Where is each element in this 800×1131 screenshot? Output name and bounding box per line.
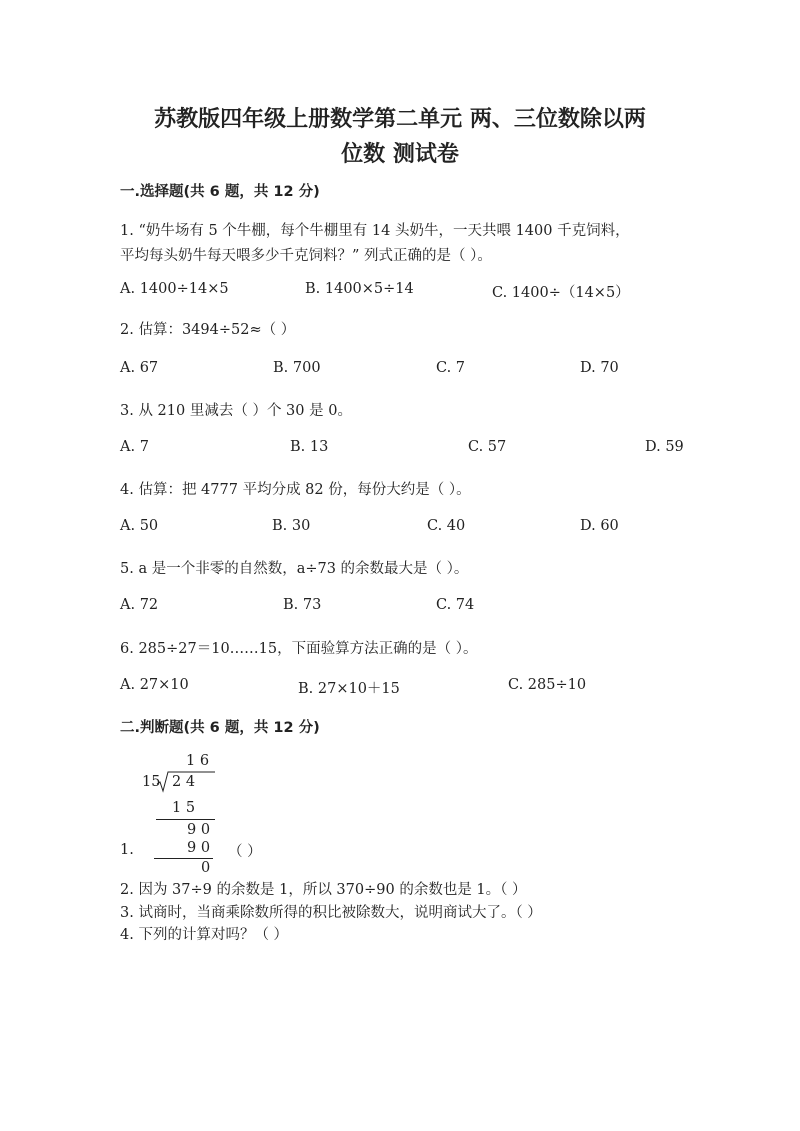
question-2: 2. 估算：3494÷52≈（ ） — [120, 322, 296, 338]
q3-option-d: D. 59 — [645, 439, 684, 455]
q3-option-c: C. 57 — [468, 439, 507, 455]
division-quotient: 1 6 — [186, 753, 210, 769]
q1-option-c: C. 1400÷（14×5） — [492, 285, 630, 301]
q1-option-a: A. 1400÷14×5 — [120, 281, 229, 297]
q5-option-b: B. 73 — [283, 597, 322, 613]
division-step-2: 9 0 — [187, 822, 211, 838]
question-5: 5. a 是一个非零的自然数，a÷73 的余数最大是（ ）。 — [120, 561, 469, 577]
division-dividend: 2 4 — [172, 774, 196, 790]
division-divisor: 15 — [142, 774, 161, 790]
q6-option-b: B. 27×10＋15 — [298, 681, 400, 697]
q4-option-a: A. 50 — [120, 518, 159, 534]
page-title-line2: 位数 测试卷 — [341, 142, 459, 167]
q1-option-b: B. 1400×5÷14 — [305, 281, 414, 297]
judgment-2: 2. 因为 37÷9 的余数是 1，所以 370÷90 的余数也是 1。（ ） — [120, 882, 527, 898]
q2-option-d: D. 70 — [580, 360, 619, 376]
question-6: 6. 285÷27＝10……15，下面验算方法正确的是（ ）。 — [120, 641, 478, 657]
division-remainder: 0 — [201, 860, 211, 876]
question-1-line1: 1. “奶牛场有 5 个牛棚，每个牛棚里有 14 头奶牛，一天共喂 1400 千克饲料， — [120, 223, 630, 239]
q4-option-c: C. 40 — [427, 518, 466, 534]
q4-option-d: D. 60 — [580, 518, 619, 534]
question-4: 4. 估算：把 4777 平均分成 82 份，每份大约是（ ）。 — [120, 482, 471, 498]
q2-option-a: A. 67 — [120, 360, 159, 376]
division-line-2 — [154, 858, 213, 859]
judgment-3: 3. 试商时，当商乘除数所得的积比被除数大，说明商试大了。（ ） — [120, 905, 542, 921]
judgment-1-number: 1. — [120, 842, 134, 858]
q5-option-c: C. 74 — [436, 597, 475, 613]
q6-option-c: C. 285÷10 — [508, 677, 587, 693]
division-step-1: 1 5 — [172, 800, 196, 816]
question-1-line2: 平均每头奶牛每天喂多少千克饲料？” 列式正确的是（ ）。 — [120, 248, 492, 264]
q3-option-b: B. 13 — [290, 439, 329, 455]
q2-option-c: C. 7 — [436, 360, 466, 376]
judgment-1-answer-paren: （ ） — [228, 844, 262, 860]
section-heading-choice: 一.选择题(共 6 题，共 12 分) — [120, 184, 320, 200]
page-title-line1: 苏教版四年级上册数学第二单元 两、三位数除以两 — [154, 107, 646, 132]
q3-option-a: A. 7 — [120, 439, 149, 455]
section-heading-judgment: 二.判断题(共 6 题，共 12 分) — [120, 720, 320, 736]
q5-option-a: A. 72 — [120, 597, 159, 613]
q4-option-b: B. 30 — [272, 518, 311, 534]
division-step-3: 9 0 — [187, 840, 211, 856]
q6-option-a: A. 27×10 — [120, 677, 189, 693]
judgment-4: 4. 下列的计算对吗？（ ） — [120, 927, 289, 943]
q2-option-b: B. 700 — [273, 360, 321, 376]
question-3: 3. 从 210 里减去（ ）个 30 是 0。 — [120, 403, 352, 419]
division-line-1 — [156, 819, 215, 820]
